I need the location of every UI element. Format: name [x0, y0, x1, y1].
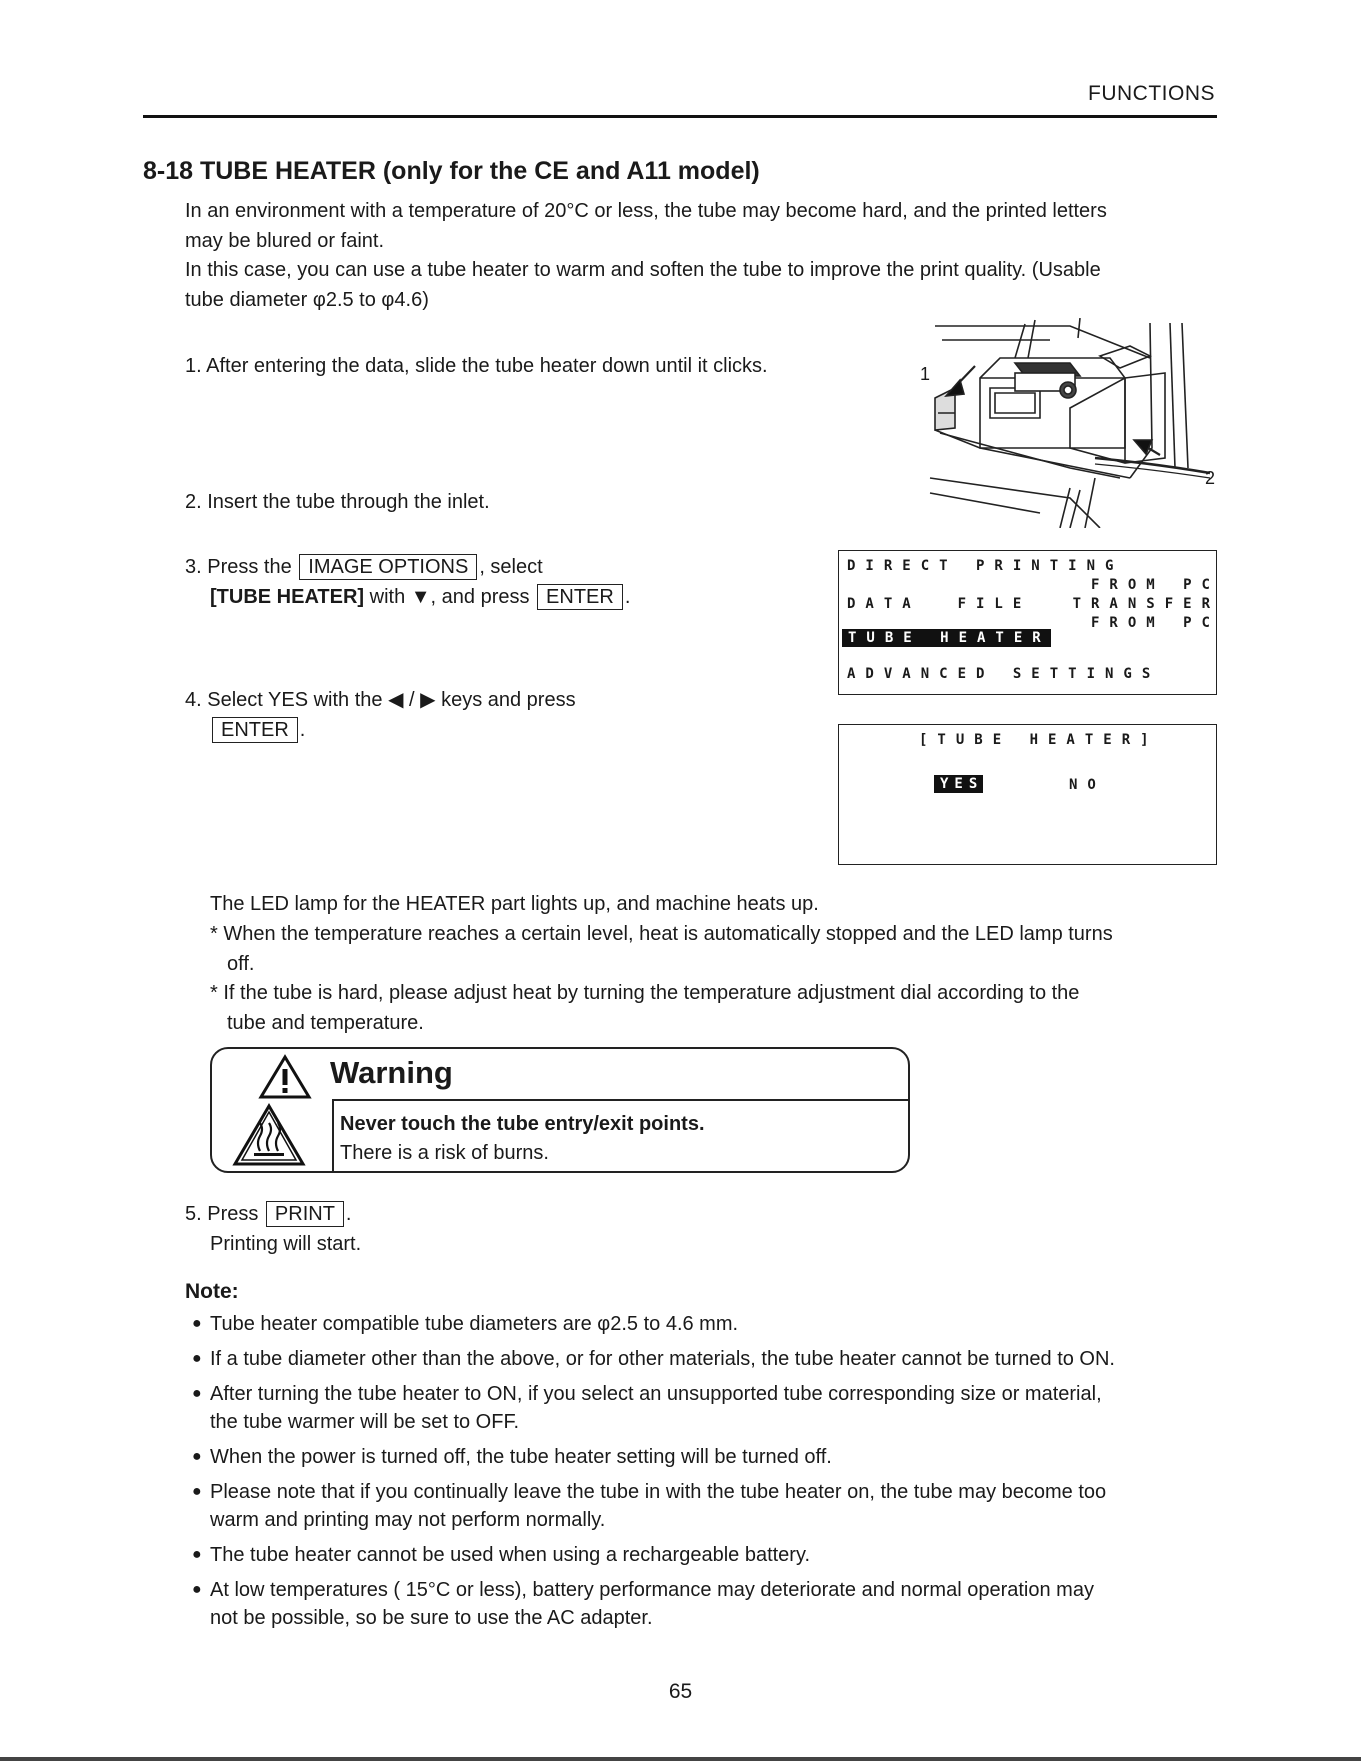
lcd-selected-row: TUBE HEATER	[842, 629, 1051, 647]
lcd-no-option: NO	[1069, 777, 1106, 793]
asterisk-note-1	[210, 920, 1113, 979]
lcd-title: [TUBE HEATER]	[919, 732, 1159, 748]
step-1: 1. After entering the data, slide the tube heater down until it clicks.	[185, 355, 768, 377]
step-3	[185, 552, 825, 612]
note-line: At low temperatures ( 15°C or less), battery performance may deteriorate and normal operation may	[210, 1579, 1094, 1601]
figure-label-2: 2	[1205, 468, 1216, 488]
lcd-row: FROM PC	[1090, 577, 1220, 593]
note-line: not be possible, so be sure to use the AC adapter.	[210, 1607, 653, 1629]
note-item: ● Tube heater compatible tube diameters are φ2.5 to 4.6 mm.	[210, 1310, 1220, 1338]
warning-box	[210, 1047, 910, 1173]
note-item: ● After turning the tube heater to ON, if you select an unsupported tube corresponding size or material, the tube warmer will be set to OFF.	[210, 1380, 1220, 1436]
tube-heater-menu-ref: [TUBE HEATER]	[210, 586, 365, 608]
warning-headline: Never touch the tube entry/exit points.	[340, 1113, 705, 1135]
heater-led-text: The LED lamp for the HEATER part lights up, and machine heats up.	[210, 893, 819, 915]
step-5-end: .	[345, 1203, 352, 1225]
intro-line: tube diameter φ2.5 to φ4.6)	[185, 288, 429, 311]
intro-line: may be blured or faint.	[185, 229, 384, 252]
intro-line: In this case, you can use a tube heater to warm and soften the tube to improve the print quality. (Usable	[185, 259, 1101, 281]
figure-label-1: 1	[920, 364, 931, 384]
lcd-row: TRANSFER	[1072, 596, 1220, 612]
image-options-key: IMAGE OPTIONS	[299, 554, 477, 580]
lcd-row: DATA FILE	[847, 596, 1032, 612]
note-item: ● When the power is turned off, the tube heater setting will be turned off.	[210, 1443, 1220, 1471]
warning-triangle-icon	[258, 1054, 312, 1105]
step-5-sub: Printing will start.	[210, 1233, 362, 1255]
lcd-row: DIRECT PRINTING	[847, 558, 1124, 574]
note-line: When the power is turned off, the tube heater setting will be turned off.	[210, 1446, 832, 1468]
note-line: tube and temperature.	[227, 1011, 424, 1034]
note-item: ● Please note that if you continually leave the tube in with the tube heater on, the tube may become too warm and printing may not perform normally.	[210, 1478, 1220, 1534]
step-4-text: 4. Select YES with the ◀ / ▶ keys and press	[185, 689, 576, 711]
note-item: ● If a tube diameter other than the above, or for other materials, the tube heater cannot be turned to ON.	[210, 1345, 1220, 1373]
note-line: warm and printing may not perform normally.	[210, 1509, 606, 1531]
hot-surface-icon	[232, 1103, 306, 1172]
step-5-prefix: 5. Press	[185, 1203, 259, 1225]
step-5	[185, 1199, 361, 1259]
intro-line: In an environment with a temperature of 20°C or less, the tube may become hard, and the printed letters	[185, 200, 1107, 222]
step-3-end: .	[624, 586, 631, 608]
warning-title: Warning	[330, 1055, 453, 1090]
lcd-tube-heater-screen	[838, 724, 1217, 865]
page-title: 8-18 TUBE HEATER (only for the CE and A11 model)	[143, 157, 760, 185]
step-2: 2. Insert the tube through the inlet.	[185, 491, 490, 513]
step-3-prefix: 3. Press the	[185, 556, 292, 578]
lcd-row: ADVANCED SETTINGS	[847, 666, 1161, 682]
asterisk-note-2	[210, 979, 1079, 1038]
note-line: off.	[227, 952, 255, 975]
step-4-end: .	[299, 719, 306, 741]
note-line: the tube warmer will be set to OFF.	[210, 1411, 520, 1433]
note-list	[192, 1310, 1220, 1639]
lcd-menu-screen	[838, 550, 1220, 695]
page-number: 65	[668, 1680, 693, 1703]
enter-key: ENTER	[537, 584, 623, 610]
warning-text: There is a risk of burns.	[340, 1142, 549, 1164]
note-line: Please note that if you continually leave the tube in with the tube heater on, the tube may become too	[210, 1481, 1107, 1503]
intro-paragraph	[185, 197, 1107, 315]
enter-key: ENTER	[212, 717, 298, 743]
note-line: The tube heater cannot be used when using a rechargeable battery.	[210, 1544, 811, 1566]
tube-heater-illustration	[920, 318, 1215, 528]
note-line: If a tube diameter other than the above, or for other materials, the tube heater cannot be turned to ON.	[210, 1348, 1115, 1370]
note-line: * When the temperature reaches a certain level, heat is automatically stopped and the LED lamp turns	[210, 923, 1113, 945]
print-key: PRINT	[266, 1201, 344, 1227]
step-3-with: with ▼, and press	[364, 586, 530, 608]
page-bottom-edge	[0, 1757, 1361, 1761]
header-rule	[143, 115, 1217, 118]
section-header: FUNCTIONS	[1088, 82, 1215, 105]
lcd-yes-option: YES	[934, 775, 983, 793]
step-3-mid: , select	[479, 556, 543, 578]
note-item: ● The tube heater cannot be used when using a rechargeable battery.	[210, 1541, 1220, 1569]
note-line: Tube heater compatible tube diameters are φ2.5 to 4.6 mm.	[210, 1313, 739, 1335]
note-line: * If the tube is hard, please adjust heat by turning the temperature adjustment dial according to the	[210, 982, 1080, 1004]
lcd-row: FROM PC	[1090, 615, 1220, 631]
note-item: ● At low temperatures ( 15°C or less), battery performance may deteriorate and normal operation may not be possible, so be sure to use the AC adapter.	[210, 1576, 1220, 1632]
step-4	[185, 685, 576, 745]
note-heading: Note:	[185, 1280, 239, 1303]
note-line: After turning the tube heater to ON, if you select an unsupported tube corresponding size or material,	[210, 1383, 1102, 1405]
